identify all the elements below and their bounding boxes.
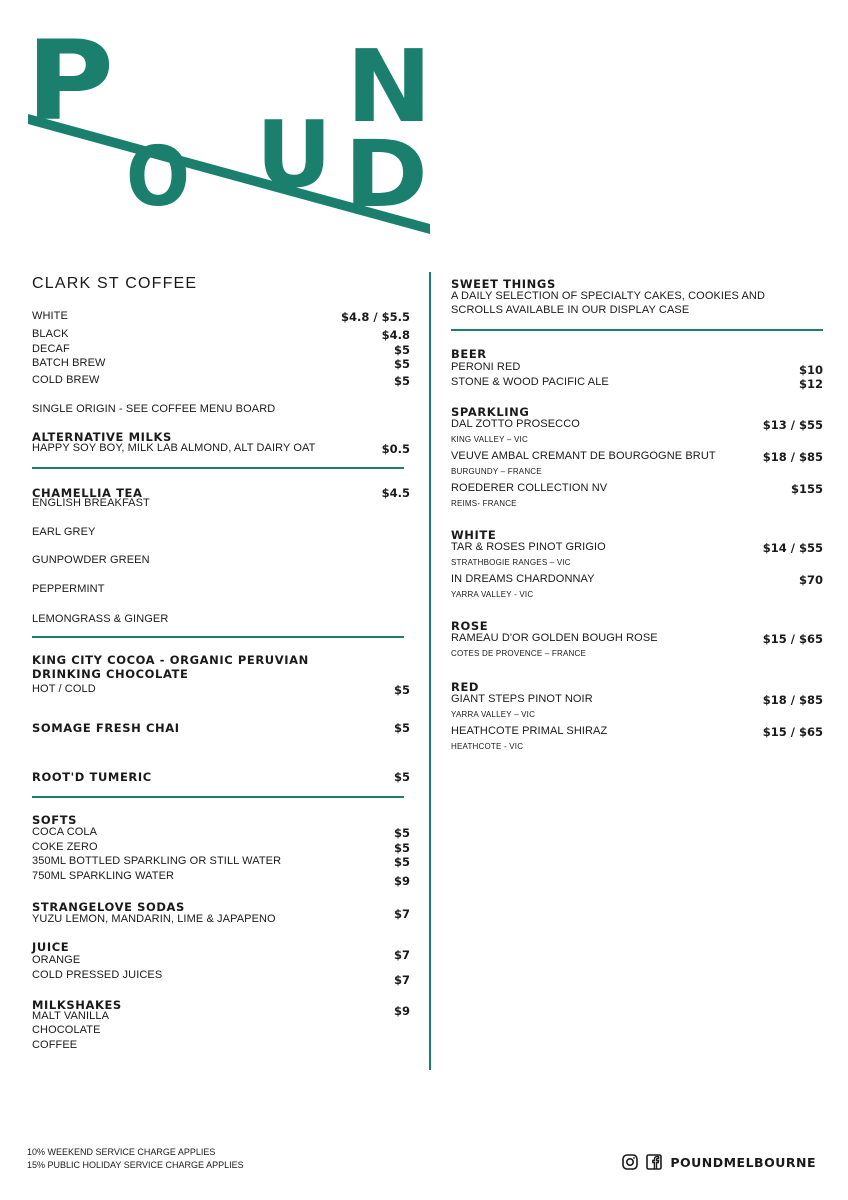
item-price: $10: [798, 363, 823, 377]
item-origin: YARRA VALLEY - VIC: [451, 590, 534, 599]
tea-item: EARL GREY: [32, 526, 96, 538]
item-name: DAL ZOTTO PROSECCO: [451, 418, 580, 430]
menu-item: [32, 826, 410, 840]
item-name: 750ML SPARKLING WATER: [32, 870, 175, 882]
menu-item: [32, 374, 410, 388]
milkshake-item: MALT VANILLA: [32, 1010, 110, 1022]
menu-item: [32, 310, 410, 324]
sweet-desc-line2: SCROLLS AVAILABLE IN OUR DISPLAY CASE: [451, 304, 690, 316]
social-links: [622, 1154, 816, 1170]
menu-item: [451, 482, 823, 496]
tea-heading: CHAMELLIA TEA: [32, 486, 143, 500]
item-origin: STRATHBOGIE RANGES – VIC: [451, 558, 571, 567]
menu-item: [32, 357, 410, 371]
item-name: 350ML BOTTLED SPARKLING OR STILL WATER: [32, 855, 282, 867]
softs-heading: SOFTS: [32, 813, 78, 827]
pound-logo: [0, 0, 848, 250]
alt-milks-heading: ALTERNATIVE MILKS: [32, 430, 172, 444]
milkshake-item: COFFEE: [32, 1039, 78, 1051]
chai-price: $5: [393, 721, 410, 735]
item-name: RAMEAU D'OR GOLDEN BOUGH ROSE: [451, 632, 658, 644]
item-origin: HEATHCOTE - VIC: [451, 742, 524, 751]
logo-letter-o: O: [126, 130, 190, 225]
tea-item: ENGLISH BREAKFAST: [32, 497, 150, 509]
item-price: $0.5: [381, 442, 410, 456]
tumeric-price: $5: [393, 770, 410, 784]
menu-item: [451, 361, 823, 377]
item-name: BATCH BREW: [32, 357, 106, 369]
logo-letter-d: D: [344, 121, 428, 228]
item-price: $5: [393, 374, 410, 388]
menu-item: [32, 948, 410, 966]
menu-item: [32, 442, 410, 456]
facebook-icon[interactable]: [646, 1154, 662, 1170]
item-price: $5: [393, 683, 410, 697]
item-origin: REIMS- FRANCE: [451, 499, 517, 508]
item-price: $9: [393, 874, 410, 888]
coffee-title: CLARK ST COFFEE: [32, 275, 198, 292]
logo-letter-u: U: [256, 101, 332, 208]
item-name: GIANT STEPS PINOT NOIR: [451, 693, 593, 705]
menu-item: [451, 632, 823, 646]
item-price: $5: [393, 343, 410, 357]
item-price: $155: [790, 482, 823, 496]
logo-letter-n: N: [346, 28, 432, 145]
menu-item: [451, 418, 823, 432]
item-desc: HAPPY SOY BOY, MILK LAB ALMOND, ALT DAIRY OAT: [32, 442, 316, 454]
item-name: COCA COLA: [32, 826, 98, 838]
item-price: $4.8: [381, 328, 410, 342]
menu-item: [451, 450, 823, 464]
item-desc: HOT / COLD: [32, 683, 96, 695]
holiday-charge-note: 15% PUBLIC HOLIDAY SERVICE CHARGE APPLIES: [27, 1160, 244, 1170]
menu-item: [32, 969, 410, 987]
item-name: IN DREAMS CHARDONNAY: [451, 573, 595, 585]
item-origin: YARRA VALLEY – VIC: [451, 710, 536, 719]
item-price: $14 / $55: [762, 541, 823, 555]
milkshakes-heading: MILKSHAKES: [32, 998, 122, 1012]
milkshake-item: CHOCOLATE: [32, 1024, 101, 1036]
menu-item: [451, 376, 823, 391]
item-name: COLD BREW: [32, 374, 100, 386]
item-name: HEATHCOTE PRIMAL SHIRAZ: [451, 725, 608, 737]
menu-item: [451, 725, 823, 739]
service-charge-notes: [27, 1146, 244, 1172]
item-price: $5: [393, 357, 410, 371]
item-price: $5: [393, 855, 410, 869]
cocoa-heading-line1: KING CITY COCOA - ORGANIC PERUVIAN: [32, 653, 309, 667]
menu-item: [451, 693, 823, 707]
menu-item: [451, 541, 823, 555]
item-price: $18 / $85: [762, 693, 823, 707]
sparkling-heading: SPARKLING: [451, 405, 530, 419]
juice-heading: JUICE: [32, 940, 70, 954]
tumeric-heading: ROOT'D TUMERIC: [32, 770, 152, 784]
tea-item: LEMONGRASS & GINGER: [32, 613, 169, 625]
item-price: $15 / $65: [762, 725, 823, 739]
item-name: WHITE: [32, 310, 68, 322]
single-origin-note: SINGLE ORIGIN - SEE COFFEE MENU BOARD: [32, 403, 276, 415]
section-rule: [32, 796, 404, 798]
item-desc: YUZU LEMON, MANDARIN, LIME & JAPAPENO: [32, 913, 276, 925]
instagram-icon[interactable]: [622, 1154, 638, 1170]
item-origin: KING VALLEY – VIC: [451, 435, 528, 444]
logo-letter-p: P: [26, 17, 114, 145]
item-price: $18 / $85: [762, 450, 823, 464]
weekend-charge-note: 10% WEEKEND SERVICE CHARGE APPLIES: [27, 1147, 216, 1157]
item-price: $5: [393, 841, 410, 855]
item-name: PERONI RED: [451, 361, 521, 373]
menu-item: [32, 343, 410, 357]
tea-price: $4.5: [381, 486, 410, 500]
menu-item: [32, 841, 410, 855]
item-price: $7: [393, 973, 410, 987]
item-name: COKE ZERO: [32, 841, 98, 853]
item-price: $7: [393, 907, 410, 921]
column-divider: [429, 272, 431, 1070]
beer-heading: BEER: [451, 347, 487, 361]
white-heading: WHITE: [451, 528, 497, 542]
item-price: $4.8 / $5.5: [341, 310, 410, 324]
milkshakes-price: $9: [393, 1004, 410, 1018]
sodas-heading: STRANGELOVE SODAS: [32, 900, 185, 914]
item-name: TAR & ROSES PINOT GRIGIO: [451, 541, 606, 553]
item-price: $5: [393, 826, 410, 840]
cocoa-heading-line2: DRINKING CHOCOLATE: [32, 667, 189, 681]
item-price: $7: [393, 948, 410, 962]
item-price: $12: [798, 377, 823, 391]
item-price: $15 / $65: [762, 632, 823, 646]
section-rule: [32, 467, 404, 469]
item-price: $13 / $55: [762, 418, 823, 432]
rose-heading: ROSE: [451, 619, 489, 633]
sweet-desc-line1: A DAILY SELECTION OF SPECIALTY CAKES, COOKIES AND: [451, 290, 766, 302]
tea-item: GUNPOWDER GREEN: [32, 554, 150, 566]
item-name: VEUVE AMBAL CREMANT DE BOURGOGNE BRUT: [451, 450, 716, 462]
section-rule: [32, 636, 404, 638]
tea-item: PEPPERMINT: [32, 583, 105, 595]
chai-heading: SOMAGE FRESH CHAI: [32, 721, 180, 735]
item-origin: BURGUNDY – FRANCE: [451, 467, 542, 476]
menu-item: [32, 683, 410, 697]
sweet-heading: SWEET THINGS: [451, 277, 556, 291]
red-heading: RED: [451, 680, 480, 694]
item-name: ORANGE: [32, 954, 81, 966]
social-handle[interactable]: POUNDMELBOURNE: [670, 1154, 816, 1170]
item-name: COLD PRESSED JUICES: [32, 969, 163, 981]
menu-item: [451, 573, 823, 587]
menu-item: [32, 855, 410, 869]
item-price: $70: [798, 573, 823, 587]
section-rule: [451, 329, 823, 331]
menu-item: [32, 870, 410, 888]
item-name: DECAF: [32, 343, 70, 355]
item-name: BLACK: [32, 328, 69, 340]
item-name: STONE & WOOD PACIFIC ALE: [451, 376, 609, 388]
item-origin: COTES DE PROVENCE – FRANCE: [451, 649, 587, 658]
menu-item: [32, 328, 410, 342]
item-name: ROEDERER COLLECTION NV: [451, 482, 608, 494]
